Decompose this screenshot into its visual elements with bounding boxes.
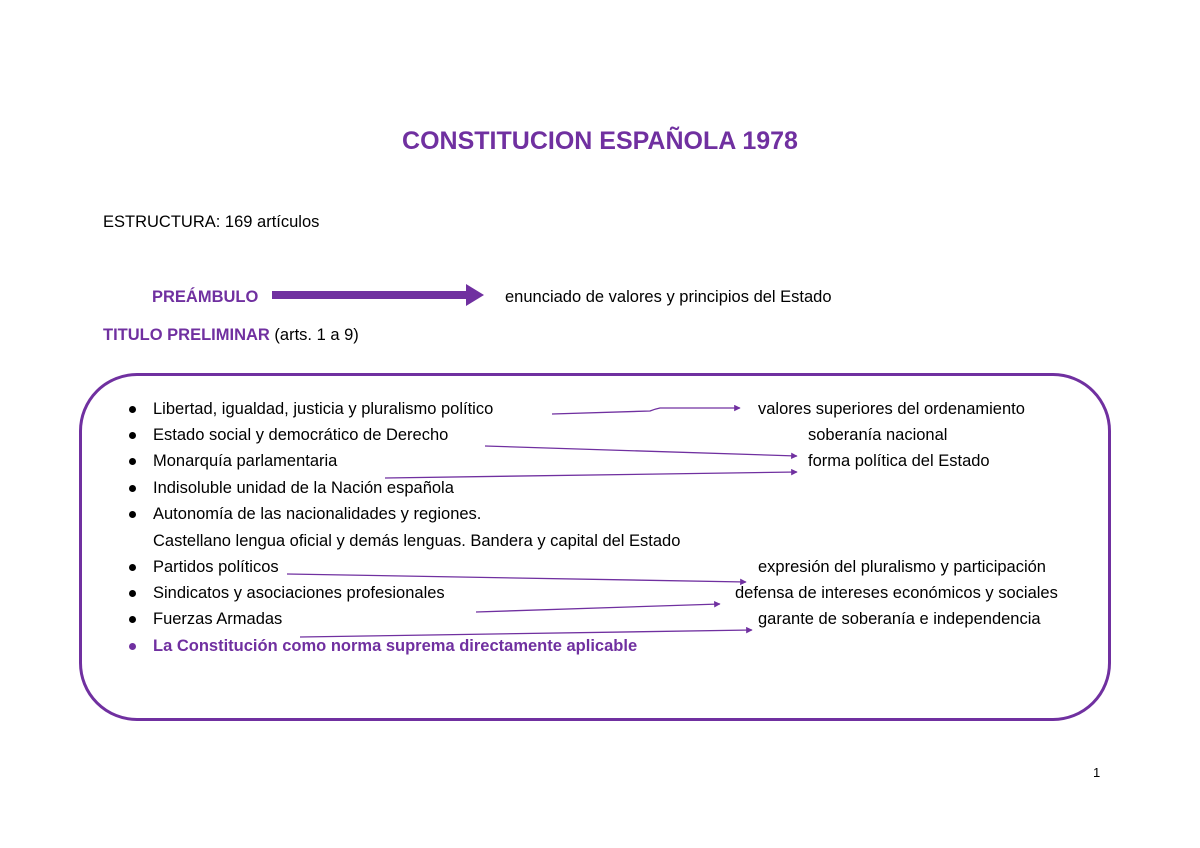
arrow-icon [300, 630, 752, 637]
page-number: 1 [1093, 765, 1101, 780]
list-item: Monarquía parlamentaria [153, 452, 338, 470]
list-item: Libertad, igualdad, justicia y pluralismo político [153, 400, 494, 418]
arrow-icon [552, 408, 740, 414]
arrow-icon [287, 574, 746, 582]
titulo-preliminar-label: TITULO PRELIMINAR [103, 326, 270, 344]
list-item: Indisoluble unidad de la Nación española [153, 479, 454, 497]
list-item: Castellano lengua oficial y demás lenguas. Bandera y capital del Estado [153, 532, 681, 550]
list-item-highlight: La Constitución como norma suprema directamente aplicable [153, 637, 638, 655]
preambulo-label: PREÁMBULO [152, 288, 259, 306]
list-item: Fuerzas Armadas [153, 610, 283, 628]
list-item: Estado social y democrático de Derecho [153, 426, 449, 444]
arrow-icon [485, 446, 797, 456]
preambulo-description: enunciado de valores y principios del Estado [505, 288, 832, 306]
list-item: Autonomía de las nacionalidades y regiones. [153, 505, 482, 523]
arrow-icon [476, 604, 720, 612]
result-text: valores superiores del ordenamiento [758, 400, 1025, 418]
list-item: Partidos políticos [153, 558, 279, 576]
result-text: soberanía nacional [808, 426, 948, 444]
result-text: expresión del pluralismo y participación [758, 558, 1046, 576]
result-text: defensa de intereses económicos y sociales [735, 584, 1058, 602]
titulo-preliminar-range: (arts. 1 a 9) [274, 326, 359, 344]
page-title: CONSTITUCION ESPAÑOLA 1978 [402, 127, 798, 155]
arrow-icon [385, 472, 797, 478]
result-text: garante de soberanía e independencia [758, 610, 1041, 628]
list-item: Sindicatos y asociaciones profesionales [153, 584, 445, 602]
preambulo-arrow-icon [272, 284, 484, 306]
result-text: forma política del Estado [808, 452, 990, 470]
estructura-text: ESTRUCTURA: 169 artículos [103, 213, 320, 231]
